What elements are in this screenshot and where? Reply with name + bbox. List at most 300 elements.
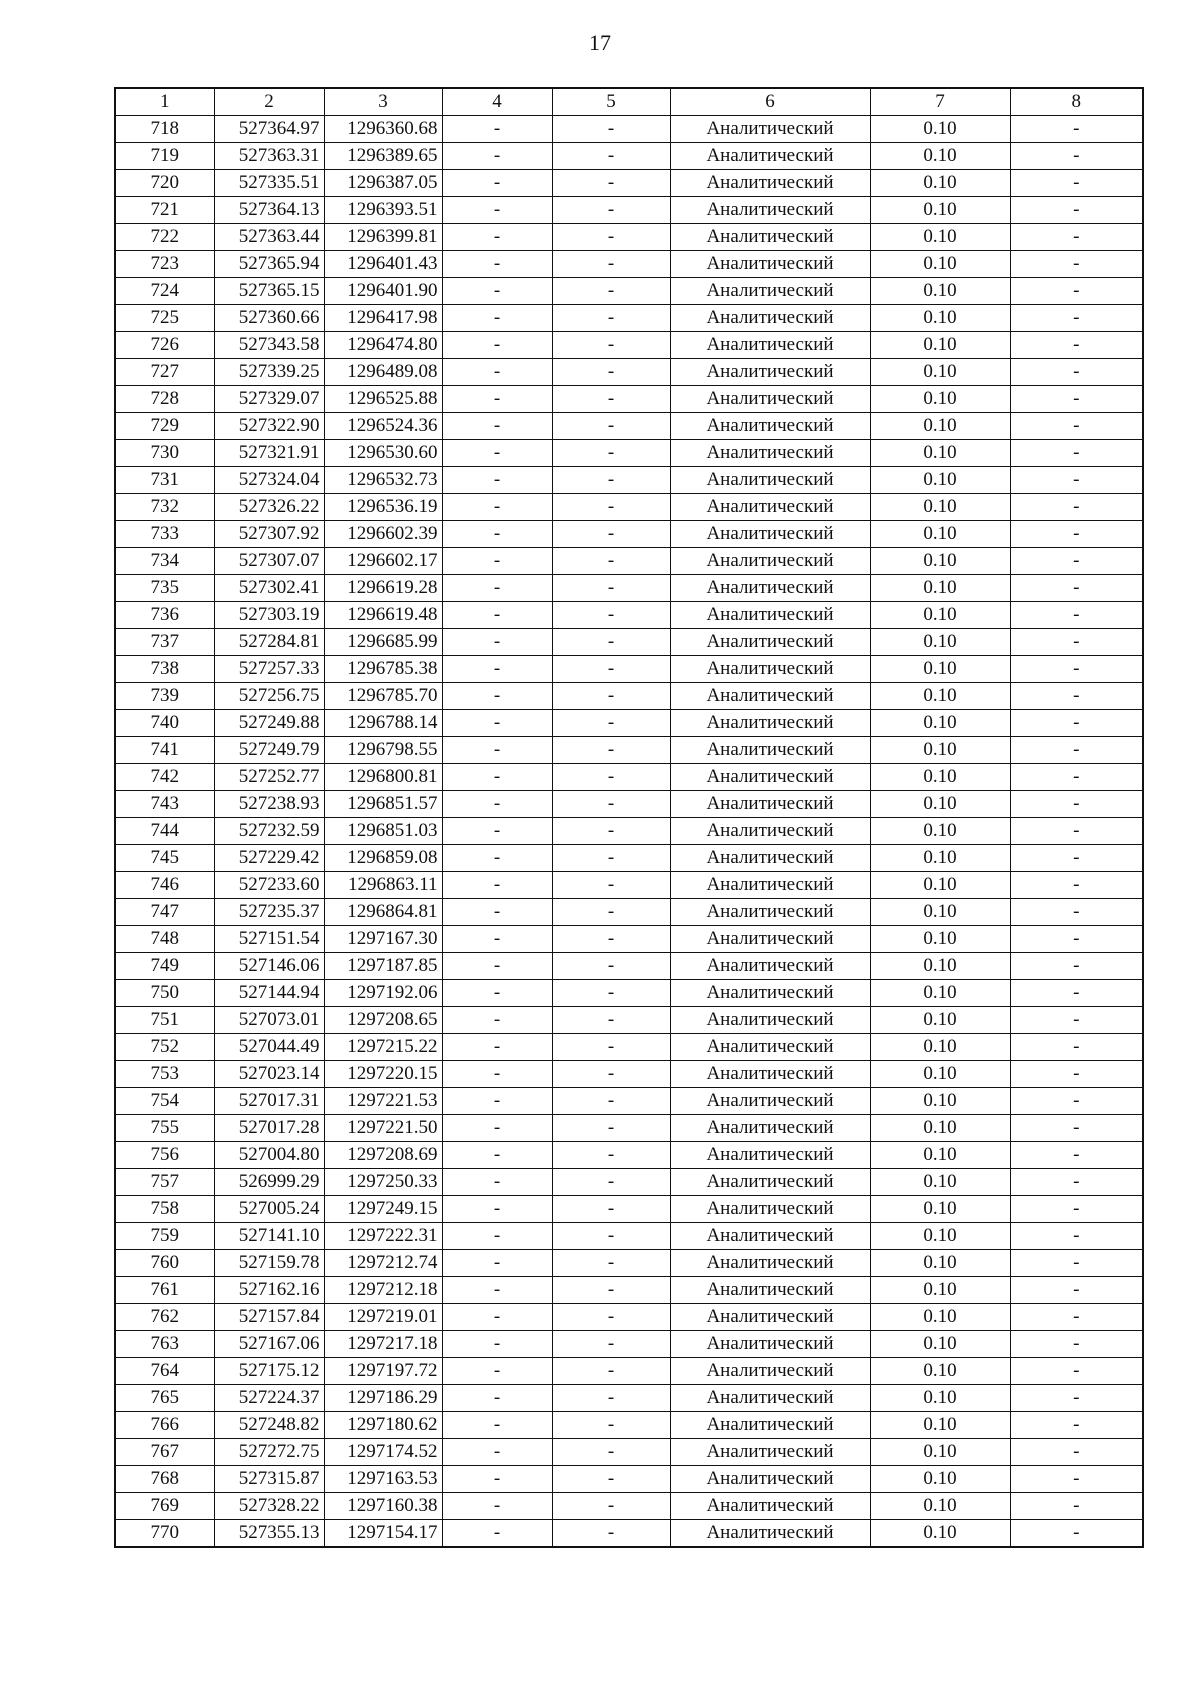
point-number-cell: 769 bbox=[115, 1493, 214, 1520]
col-8-cell: - bbox=[1010, 1385, 1143, 1412]
col-8-cell: - bbox=[1010, 548, 1143, 575]
method-cell: Аналитический bbox=[670, 602, 870, 629]
y-coordinate-cell: 1297215.22 bbox=[324, 1034, 442, 1061]
method-cell: Аналитический bbox=[670, 683, 870, 710]
table-row bbox=[115, 1358, 1143, 1385]
table-row bbox=[115, 440, 1143, 467]
method-cell: Аналитический bbox=[670, 1223, 870, 1250]
y-coordinate-cell: 1296798.55 bbox=[324, 737, 442, 764]
x-coordinate-cell: 527017.31 bbox=[214, 1088, 324, 1115]
x-coordinate-cell: 527303.19 bbox=[214, 602, 324, 629]
accuracy-cell: 0.10 bbox=[870, 278, 1010, 305]
col-4-cell: - bbox=[442, 1520, 552, 1548]
col-8-cell: - bbox=[1010, 629, 1143, 656]
column-header-3: 3 bbox=[324, 88, 442, 116]
point-number-cell: 764 bbox=[115, 1358, 214, 1385]
table-row bbox=[115, 1034, 1143, 1061]
point-number-cell: 761 bbox=[115, 1277, 214, 1304]
method-cell: Аналитический bbox=[670, 386, 870, 413]
col-8-cell: - bbox=[1010, 1493, 1143, 1520]
accuracy-cell: 0.10 bbox=[870, 602, 1010, 629]
col-8-cell: - bbox=[1010, 1169, 1143, 1196]
col-4-cell: - bbox=[442, 494, 552, 521]
col-4-cell: - bbox=[442, 845, 552, 872]
accuracy-cell: 0.10 bbox=[870, 1520, 1010, 1548]
method-cell: Аналитический bbox=[670, 440, 870, 467]
accuracy-cell: 0.10 bbox=[870, 224, 1010, 251]
table-row bbox=[115, 1493, 1143, 1520]
x-coordinate-cell: 527328.22 bbox=[214, 1493, 324, 1520]
y-coordinate-cell: 1297167.30 bbox=[324, 926, 442, 953]
col-8-cell: - bbox=[1010, 764, 1143, 791]
y-coordinate-cell: 1297222.31 bbox=[324, 1223, 442, 1250]
table-row bbox=[115, 278, 1143, 305]
method-cell: Аналитический bbox=[670, 1061, 870, 1088]
method-cell: Аналитический bbox=[670, 1088, 870, 1115]
col-5-cell: - bbox=[552, 1169, 670, 1196]
accuracy-cell: 0.10 bbox=[870, 872, 1010, 899]
table-row bbox=[115, 521, 1143, 548]
table-row bbox=[115, 683, 1143, 710]
method-cell: Аналитический bbox=[670, 1439, 870, 1466]
x-coordinate-cell: 527321.91 bbox=[214, 440, 324, 467]
col-4-cell: - bbox=[442, 116, 552, 143]
x-coordinate-cell: 527339.25 bbox=[214, 359, 324, 386]
accuracy-cell: 0.10 bbox=[870, 1439, 1010, 1466]
table-row bbox=[115, 899, 1143, 926]
col-8-cell: - bbox=[1010, 602, 1143, 629]
col-4-cell: - bbox=[442, 1169, 552, 1196]
table-row bbox=[115, 1520, 1143, 1548]
y-coordinate-cell: 1296864.81 bbox=[324, 899, 442, 926]
accuracy-cell: 0.10 bbox=[870, 1412, 1010, 1439]
point-number-cell: 723 bbox=[115, 251, 214, 278]
table-row bbox=[115, 224, 1143, 251]
col-5-cell: - bbox=[552, 1304, 670, 1331]
table-row bbox=[115, 251, 1143, 278]
x-coordinate-cell: 527302.41 bbox=[214, 575, 324, 602]
accuracy-cell: 0.10 bbox=[870, 710, 1010, 737]
col-4-cell: - bbox=[442, 1115, 552, 1142]
method-cell: Аналитический bbox=[670, 251, 870, 278]
point-number-cell: 755 bbox=[115, 1115, 214, 1142]
y-coordinate-cell: 1296602.17 bbox=[324, 548, 442, 575]
point-number-cell: 731 bbox=[115, 467, 214, 494]
x-coordinate-cell: 527322.90 bbox=[214, 413, 324, 440]
col-5-cell: - bbox=[552, 170, 670, 197]
y-coordinate-cell: 1296785.38 bbox=[324, 656, 442, 683]
point-number-cell: 735 bbox=[115, 575, 214, 602]
col-8-cell: - bbox=[1010, 683, 1143, 710]
col-8-cell: - bbox=[1010, 1520, 1143, 1548]
x-coordinate-cell: 527023.14 bbox=[214, 1061, 324, 1088]
col-8-cell: - bbox=[1010, 710, 1143, 737]
x-coordinate-cell: 527004.80 bbox=[214, 1142, 324, 1169]
point-number-cell: 722 bbox=[115, 224, 214, 251]
y-coordinate-cell: 1297208.65 bbox=[324, 1007, 442, 1034]
col-5-cell: - bbox=[552, 656, 670, 683]
table-row bbox=[115, 710, 1143, 737]
y-coordinate-cell: 1296474.80 bbox=[324, 332, 442, 359]
method-cell: Аналитический bbox=[670, 494, 870, 521]
point-number-cell: 762 bbox=[115, 1304, 214, 1331]
table-row bbox=[115, 602, 1143, 629]
col-4-cell: - bbox=[442, 926, 552, 953]
col-5-cell: - bbox=[552, 224, 670, 251]
method-cell: Аналитический bbox=[670, 1520, 870, 1548]
x-coordinate-cell: 527233.60 bbox=[214, 872, 324, 899]
col-4-cell: - bbox=[442, 1061, 552, 1088]
col-5-cell: - bbox=[552, 899, 670, 926]
y-coordinate-cell: 1297217.18 bbox=[324, 1331, 442, 1358]
accuracy-cell: 0.10 bbox=[870, 197, 1010, 224]
table-row bbox=[115, 1439, 1143, 1466]
y-coordinate-cell: 1296602.39 bbox=[324, 521, 442, 548]
col-8-cell: - bbox=[1010, 197, 1143, 224]
point-number-cell: 733 bbox=[115, 521, 214, 548]
col-5-cell: - bbox=[552, 1088, 670, 1115]
col-8-cell: - bbox=[1010, 359, 1143, 386]
col-4-cell: - bbox=[442, 359, 552, 386]
col-5-cell: - bbox=[552, 251, 670, 278]
y-coordinate-cell: 1296399.81 bbox=[324, 224, 442, 251]
col-4-cell: - bbox=[442, 1493, 552, 1520]
accuracy-cell: 0.10 bbox=[870, 467, 1010, 494]
col-5-cell: - bbox=[552, 602, 670, 629]
table-row bbox=[115, 1142, 1143, 1169]
point-number-cell: 748 bbox=[115, 926, 214, 953]
col-4-cell: - bbox=[442, 575, 552, 602]
column-header-4: 4 bbox=[442, 88, 552, 116]
y-coordinate-cell: 1296393.51 bbox=[324, 197, 442, 224]
y-coordinate-cell: 1296800.81 bbox=[324, 764, 442, 791]
method-cell: Аналитический bbox=[670, 1034, 870, 1061]
col-8-cell: - bbox=[1010, 1412, 1143, 1439]
col-8-cell: - bbox=[1010, 170, 1143, 197]
col-5-cell: - bbox=[552, 710, 670, 737]
col-5-cell: - bbox=[552, 845, 670, 872]
method-cell: Аналитический bbox=[670, 791, 870, 818]
method-cell: Аналитический bbox=[670, 818, 870, 845]
method-cell: Аналитический bbox=[670, 1466, 870, 1493]
method-cell: Аналитический bbox=[670, 170, 870, 197]
col-4-cell: - bbox=[442, 305, 552, 332]
y-coordinate-cell: 1296524.36 bbox=[324, 413, 442, 440]
table-row bbox=[115, 170, 1143, 197]
table-row bbox=[115, 1088, 1143, 1115]
method-cell: Аналитический bbox=[670, 1412, 870, 1439]
col-8-cell: - bbox=[1010, 1358, 1143, 1385]
x-coordinate-cell: 527167.06 bbox=[214, 1331, 324, 1358]
col-4-cell: - bbox=[442, 1412, 552, 1439]
col-8-cell: - bbox=[1010, 1223, 1143, 1250]
col-5-cell: - bbox=[552, 521, 670, 548]
x-coordinate-cell: 527355.13 bbox=[214, 1520, 324, 1548]
table-row bbox=[115, 926, 1143, 953]
col-4-cell: - bbox=[442, 1277, 552, 1304]
point-number-cell: 747 bbox=[115, 899, 214, 926]
x-coordinate-cell: 527175.12 bbox=[214, 1358, 324, 1385]
y-coordinate-cell: 1296859.08 bbox=[324, 845, 442, 872]
x-coordinate-cell: 527044.49 bbox=[214, 1034, 324, 1061]
y-coordinate-cell: 1297219.01 bbox=[324, 1304, 442, 1331]
accuracy-cell: 0.10 bbox=[870, 143, 1010, 170]
col-8-cell: - bbox=[1010, 494, 1143, 521]
column-header-6: 6 bbox=[670, 88, 870, 116]
col-5-cell: - bbox=[552, 953, 670, 980]
col-5-cell: - bbox=[552, 1061, 670, 1088]
col-4-cell: - bbox=[442, 953, 552, 980]
y-coordinate-cell: 1297192.06 bbox=[324, 980, 442, 1007]
accuracy-cell: 0.10 bbox=[870, 1385, 1010, 1412]
col-8-cell: - bbox=[1010, 116, 1143, 143]
coordinates-table bbox=[114, 87, 1144, 1548]
table-header-row bbox=[115, 88, 1143, 116]
col-8-cell: - bbox=[1010, 1196, 1143, 1223]
col-8-cell: - bbox=[1010, 440, 1143, 467]
accuracy-cell: 0.10 bbox=[870, 737, 1010, 764]
x-coordinate-cell: 527307.07 bbox=[214, 548, 324, 575]
x-coordinate-cell: 527343.58 bbox=[214, 332, 324, 359]
col-8-cell: - bbox=[1010, 1439, 1143, 1466]
x-coordinate-cell: 527365.94 bbox=[214, 251, 324, 278]
col-5-cell: - bbox=[552, 1142, 670, 1169]
table-row bbox=[115, 575, 1143, 602]
table-row bbox=[115, 980, 1143, 1007]
col-4-cell: - bbox=[442, 278, 552, 305]
col-4-cell: - bbox=[442, 656, 552, 683]
method-cell: Аналитический bbox=[670, 845, 870, 872]
x-coordinate-cell: 527238.93 bbox=[214, 791, 324, 818]
method-cell: Аналитический bbox=[670, 143, 870, 170]
col-5-cell: - bbox=[552, 1385, 670, 1412]
col-5-cell: - bbox=[552, 1493, 670, 1520]
method-cell: Аналитический bbox=[670, 116, 870, 143]
y-coordinate-cell: 1297163.53 bbox=[324, 1466, 442, 1493]
method-cell: Аналитический bbox=[670, 197, 870, 224]
method-cell: Аналитический bbox=[670, 926, 870, 953]
y-coordinate-cell: 1296619.28 bbox=[324, 575, 442, 602]
y-coordinate-cell: 1296619.48 bbox=[324, 602, 442, 629]
col-8-cell: - bbox=[1010, 224, 1143, 251]
point-number-cell: 726 bbox=[115, 332, 214, 359]
accuracy-cell: 0.10 bbox=[870, 1142, 1010, 1169]
x-coordinate-cell: 527360.66 bbox=[214, 305, 324, 332]
y-coordinate-cell: 1297174.52 bbox=[324, 1439, 442, 1466]
table-row bbox=[115, 467, 1143, 494]
point-number-cell: 730 bbox=[115, 440, 214, 467]
column-header-5: 5 bbox=[552, 88, 670, 116]
col-8-cell: - bbox=[1010, 1088, 1143, 1115]
table-row bbox=[115, 1223, 1143, 1250]
x-coordinate-cell: 527257.33 bbox=[214, 656, 324, 683]
accuracy-cell: 0.10 bbox=[870, 1493, 1010, 1520]
col-5-cell: - bbox=[552, 359, 670, 386]
x-coordinate-cell: 527335.51 bbox=[214, 170, 324, 197]
y-coordinate-cell: 1297154.17 bbox=[324, 1520, 442, 1548]
col-4-cell: - bbox=[442, 1223, 552, 1250]
method-cell: Аналитический bbox=[670, 548, 870, 575]
method-cell: Аналитический bbox=[670, 1331, 870, 1358]
accuracy-cell: 0.10 bbox=[870, 1358, 1010, 1385]
accuracy-cell: 0.10 bbox=[870, 845, 1010, 872]
method-cell: Аналитический bbox=[670, 1196, 870, 1223]
point-number-cell: 738 bbox=[115, 656, 214, 683]
col-5-cell: - bbox=[552, 926, 670, 953]
col-4-cell: - bbox=[442, 1034, 552, 1061]
x-coordinate-cell: 527307.92 bbox=[214, 521, 324, 548]
col-4-cell: - bbox=[442, 602, 552, 629]
accuracy-cell: 0.10 bbox=[870, 899, 1010, 926]
accuracy-cell: 0.10 bbox=[870, 683, 1010, 710]
point-number-cell: 739 bbox=[115, 683, 214, 710]
y-coordinate-cell: 1297221.53 bbox=[324, 1088, 442, 1115]
x-coordinate-cell: 527249.79 bbox=[214, 737, 324, 764]
x-coordinate-cell: 527315.87 bbox=[214, 1466, 324, 1493]
col-5-cell: - bbox=[552, 143, 670, 170]
col-4-cell: - bbox=[442, 1358, 552, 1385]
method-cell: Аналитический bbox=[670, 953, 870, 980]
y-coordinate-cell: 1296530.60 bbox=[324, 440, 442, 467]
col-4-cell: - bbox=[442, 1466, 552, 1493]
table-row bbox=[115, 629, 1143, 656]
method-cell: Аналитический bbox=[670, 1385, 870, 1412]
method-cell: Аналитический bbox=[670, 1142, 870, 1169]
table-row bbox=[115, 872, 1143, 899]
y-coordinate-cell: 1297212.74 bbox=[324, 1250, 442, 1277]
col-4-cell: - bbox=[442, 1439, 552, 1466]
col-4-cell: - bbox=[442, 980, 552, 1007]
table-row bbox=[115, 1304, 1143, 1331]
column-header-1: 1 bbox=[115, 88, 214, 116]
col-5-cell: - bbox=[552, 1250, 670, 1277]
col-8-cell: - bbox=[1010, 818, 1143, 845]
y-coordinate-cell: 1297208.69 bbox=[324, 1142, 442, 1169]
col-8-cell: - bbox=[1010, 1277, 1143, 1304]
point-number-cell: 753 bbox=[115, 1061, 214, 1088]
column-header-2: 2 bbox=[214, 88, 324, 116]
col-5-cell: - bbox=[552, 818, 670, 845]
method-cell: Аналитический bbox=[670, 305, 870, 332]
table-row bbox=[115, 953, 1143, 980]
method-cell: Аналитический bbox=[670, 467, 870, 494]
point-number-cell: 725 bbox=[115, 305, 214, 332]
col-4-cell: - bbox=[442, 872, 552, 899]
col-5-cell: - bbox=[552, 413, 670, 440]
point-number-cell: 736 bbox=[115, 602, 214, 629]
col-8-cell: - bbox=[1010, 926, 1143, 953]
accuracy-cell: 0.10 bbox=[870, 116, 1010, 143]
point-number-cell: 767 bbox=[115, 1439, 214, 1466]
method-cell: Аналитический bbox=[670, 359, 870, 386]
method-cell: Аналитический bbox=[670, 1358, 870, 1385]
point-number-cell: 770 bbox=[115, 1520, 214, 1548]
method-cell: Аналитический bbox=[670, 764, 870, 791]
col-8-cell: - bbox=[1010, 899, 1143, 926]
accuracy-cell: 0.10 bbox=[870, 440, 1010, 467]
col-4-cell: - bbox=[442, 413, 552, 440]
accuracy-cell: 0.10 bbox=[870, 305, 1010, 332]
accuracy-cell: 0.10 bbox=[870, 1250, 1010, 1277]
point-number-cell: 751 bbox=[115, 1007, 214, 1034]
x-coordinate-cell: 527017.28 bbox=[214, 1115, 324, 1142]
point-number-cell: 763 bbox=[115, 1331, 214, 1358]
method-cell: Аналитический bbox=[670, 1493, 870, 1520]
x-coordinate-cell: 527146.06 bbox=[214, 953, 324, 980]
point-number-cell: 760 bbox=[115, 1250, 214, 1277]
col-4-cell: - bbox=[442, 1007, 552, 1034]
col-5-cell: - bbox=[552, 278, 670, 305]
x-coordinate-cell: 527365.15 bbox=[214, 278, 324, 305]
x-coordinate-cell: 527229.42 bbox=[214, 845, 324, 872]
col-4-cell: - bbox=[442, 197, 552, 224]
x-coordinate-cell: 527151.54 bbox=[214, 926, 324, 953]
method-cell: Аналитический bbox=[670, 872, 870, 899]
col-5-cell: - bbox=[552, 1115, 670, 1142]
accuracy-cell: 0.10 bbox=[870, 1115, 1010, 1142]
accuracy-cell: 0.10 bbox=[870, 332, 1010, 359]
col-8-cell: - bbox=[1010, 575, 1143, 602]
point-number-cell: 743 bbox=[115, 791, 214, 818]
point-number-cell: 729 bbox=[115, 413, 214, 440]
x-coordinate-cell: 527284.81 bbox=[214, 629, 324, 656]
accuracy-cell: 0.10 bbox=[870, 791, 1010, 818]
y-coordinate-cell: 1296401.43 bbox=[324, 251, 442, 278]
method-cell: Аналитический bbox=[670, 1115, 870, 1142]
accuracy-cell: 0.10 bbox=[870, 359, 1010, 386]
col-8-cell: - bbox=[1010, 386, 1143, 413]
col-4-cell: - bbox=[442, 899, 552, 926]
col-5-cell: - bbox=[552, 683, 670, 710]
col-4-cell: - bbox=[442, 1304, 552, 1331]
table-row bbox=[115, 818, 1143, 845]
col-5-cell: - bbox=[552, 737, 670, 764]
x-coordinate-cell: 527073.01 bbox=[214, 1007, 324, 1034]
col-8-cell: - bbox=[1010, 1250, 1143, 1277]
col-4-cell: - bbox=[442, 143, 552, 170]
col-8-cell: - bbox=[1010, 521, 1143, 548]
table-row bbox=[115, 791, 1143, 818]
accuracy-cell: 0.10 bbox=[870, 170, 1010, 197]
accuracy-cell: 0.10 bbox=[870, 1007, 1010, 1034]
y-coordinate-cell: 1296417.98 bbox=[324, 305, 442, 332]
y-coordinate-cell: 1297197.72 bbox=[324, 1358, 442, 1385]
point-number-cell: 740 bbox=[115, 710, 214, 737]
point-number-cell: 766 bbox=[115, 1412, 214, 1439]
col-5-cell: - bbox=[552, 116, 670, 143]
method-cell: Аналитический bbox=[670, 1169, 870, 1196]
x-coordinate-cell: 527363.31 bbox=[214, 143, 324, 170]
method-cell: Аналитический bbox=[670, 656, 870, 683]
col-4-cell: - bbox=[442, 521, 552, 548]
accuracy-cell: 0.10 bbox=[870, 1088, 1010, 1115]
col-4-cell: - bbox=[442, 224, 552, 251]
table-row bbox=[115, 1385, 1143, 1412]
col-8-cell: - bbox=[1010, 737, 1143, 764]
col-8-cell: - bbox=[1010, 872, 1143, 899]
col-5-cell: - bbox=[552, 1358, 670, 1385]
x-coordinate-cell: 527252.77 bbox=[214, 764, 324, 791]
col-4-cell: - bbox=[442, 629, 552, 656]
point-number-cell: 742 bbox=[115, 764, 214, 791]
col-5-cell: - bbox=[552, 197, 670, 224]
method-cell: Аналитический bbox=[670, 332, 870, 359]
method-cell: Аналитический bbox=[670, 278, 870, 305]
method-cell: Аналитический bbox=[670, 980, 870, 1007]
table-row bbox=[115, 413, 1143, 440]
x-coordinate-cell: 527141.10 bbox=[214, 1223, 324, 1250]
col-4-cell: - bbox=[442, 170, 552, 197]
